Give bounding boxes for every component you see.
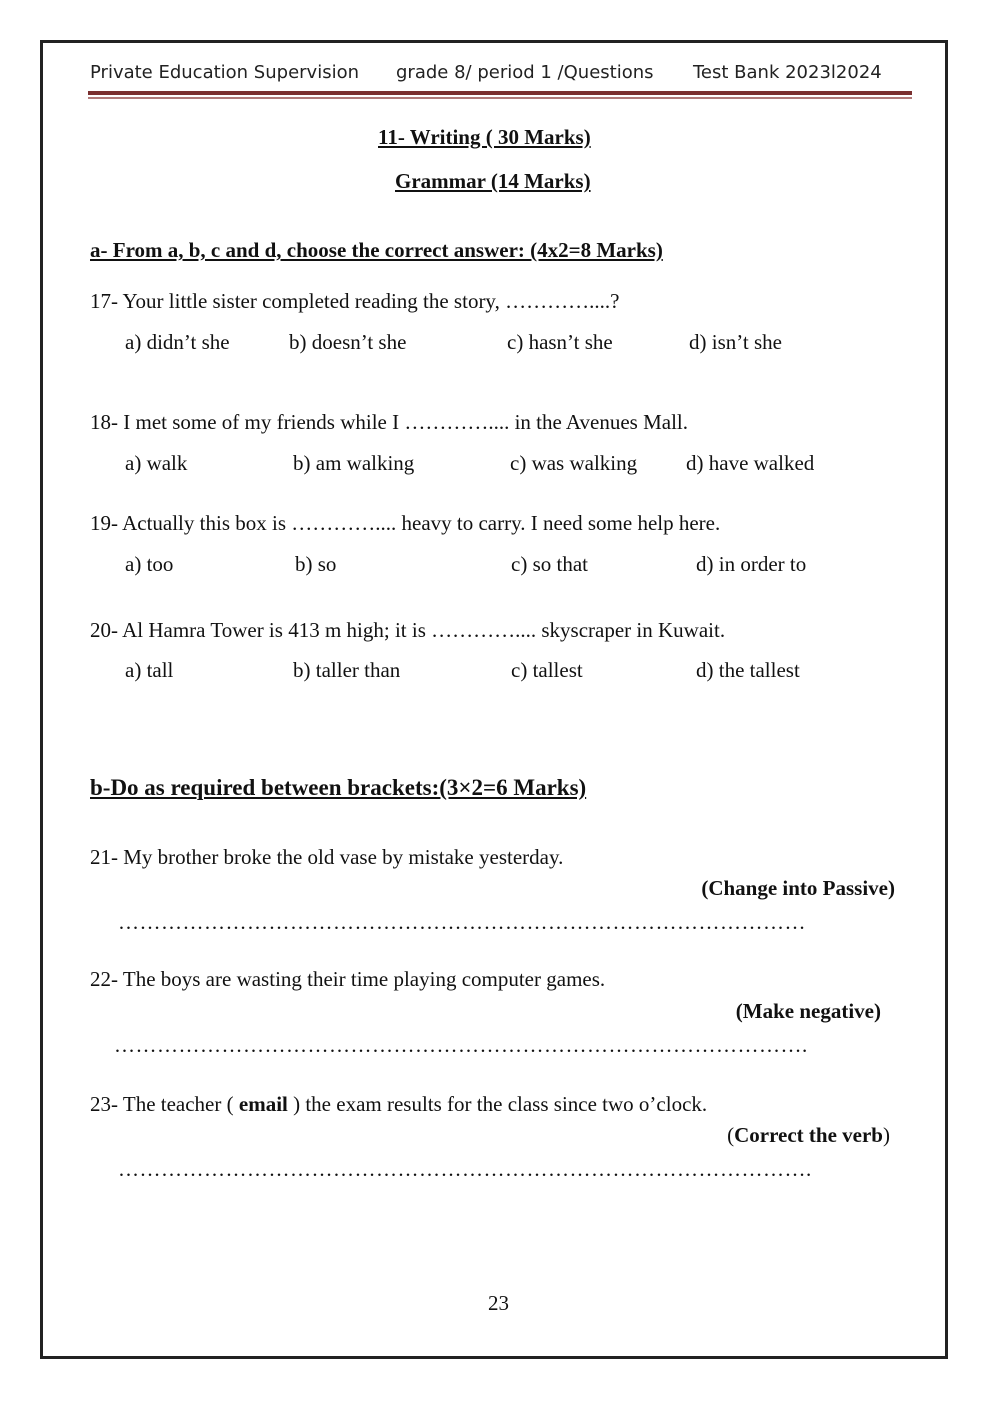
question-23 [90, 1092, 707, 1117]
q18-option-d[interactable]: d) have walked [686, 451, 815, 475]
q18-option-a[interactable]: a) walk [125, 451, 188, 475]
q19-option-c[interactable]: c) so that [511, 552, 588, 576]
q18-option-b[interactable]: b) am walking [293, 451, 415, 475]
question-22: 22- The boys are wasting their time playing computer games. [90, 967, 606, 991]
q23-suffix: ) the exam results for the class since two o’clock. [287, 1092, 708, 1116]
question-19: 19- Actually this box is ………….... heavy to carry. I need some help here. [90, 511, 721, 535]
q20-option-d[interactable]: d) the tallest [696, 658, 800, 682]
header-rule-thin [88, 97, 912, 99]
question-18: 18- I met some of my friends while I ………….... in the Avenues Mall. [90, 410, 689, 434]
header-left: Private Education Supervision [90, 62, 359, 83]
q18-option-c[interactable]: c) was walking [510, 451, 638, 475]
q17-option-d[interactable]: d) isn’t she [689, 330, 782, 354]
q23-instruction-open: ( [727, 1123, 735, 1147]
q22-answer-line[interactable]: ……………………………………………………………………………………. [114, 1033, 808, 1057]
section-a-heading: a- From a, b, c and d, choose the correct answer: (4x2=8 Marks) [90, 238, 663, 262]
question-21: 21- My brother broke the old vase by mistake yesterday. [90, 845, 564, 869]
q23-answer-line[interactable]: ……………………………………………………………………………………. [118, 1157, 812, 1181]
q23-instruction [727, 1123, 890, 1148]
q17-option-b[interactable]: b) doesn’t she [289, 330, 407, 354]
section-b-heading: b-Do as required between brackets:(3×2=6 Marks) [90, 775, 587, 800]
q20-option-a[interactable]: a) tall [125, 658, 174, 682]
writing-title: 11- Writing ( 30 Marks) [378, 125, 591, 149]
q23-prefix: 23- The teacher ( [90, 1092, 239, 1116]
question-20: 20- Al Hamra Tower is 413 m high; it is ………….... skyscraper in Kuwait. [90, 618, 726, 642]
q23-instruction-close: ) [883, 1123, 890, 1147]
q17-option-a[interactable]: a) didn’t she [125, 330, 230, 354]
q22-instruction: (Make negative) [735, 999, 881, 1023]
q20-option-c[interactable]: c) tallest [511, 658, 583, 682]
header-right: Test Bank 2023l2024 [693, 62, 882, 83]
q21-answer-line[interactable]: …………………………………………………………………………………… [118, 910, 806, 934]
grammar-title: Grammar (14 Marks) [395, 169, 591, 193]
q23-instruction-text: Correct the verb [734, 1123, 883, 1147]
header-center: grade 8/ period 1 /Questions [396, 62, 654, 83]
q23-verb: email [238, 1092, 288, 1116]
page-number: 23 [488, 1291, 509, 1315]
q20-option-b[interactable]: b) taller than [293, 658, 401, 682]
q19-option-a[interactable]: a) too [125, 552, 174, 576]
q19-option-d[interactable]: d) in order to [696, 552, 807, 576]
header-rule [88, 91, 912, 95]
q19-option-b[interactable]: b) so [295, 552, 337, 576]
question-17: 17- Your little sister completed reading the story, …………....? [90, 289, 620, 313]
q21-instruction: (Change into Passive) [701, 876, 895, 900]
q17-option-c[interactable]: c) hasn’t she [507, 330, 613, 354]
